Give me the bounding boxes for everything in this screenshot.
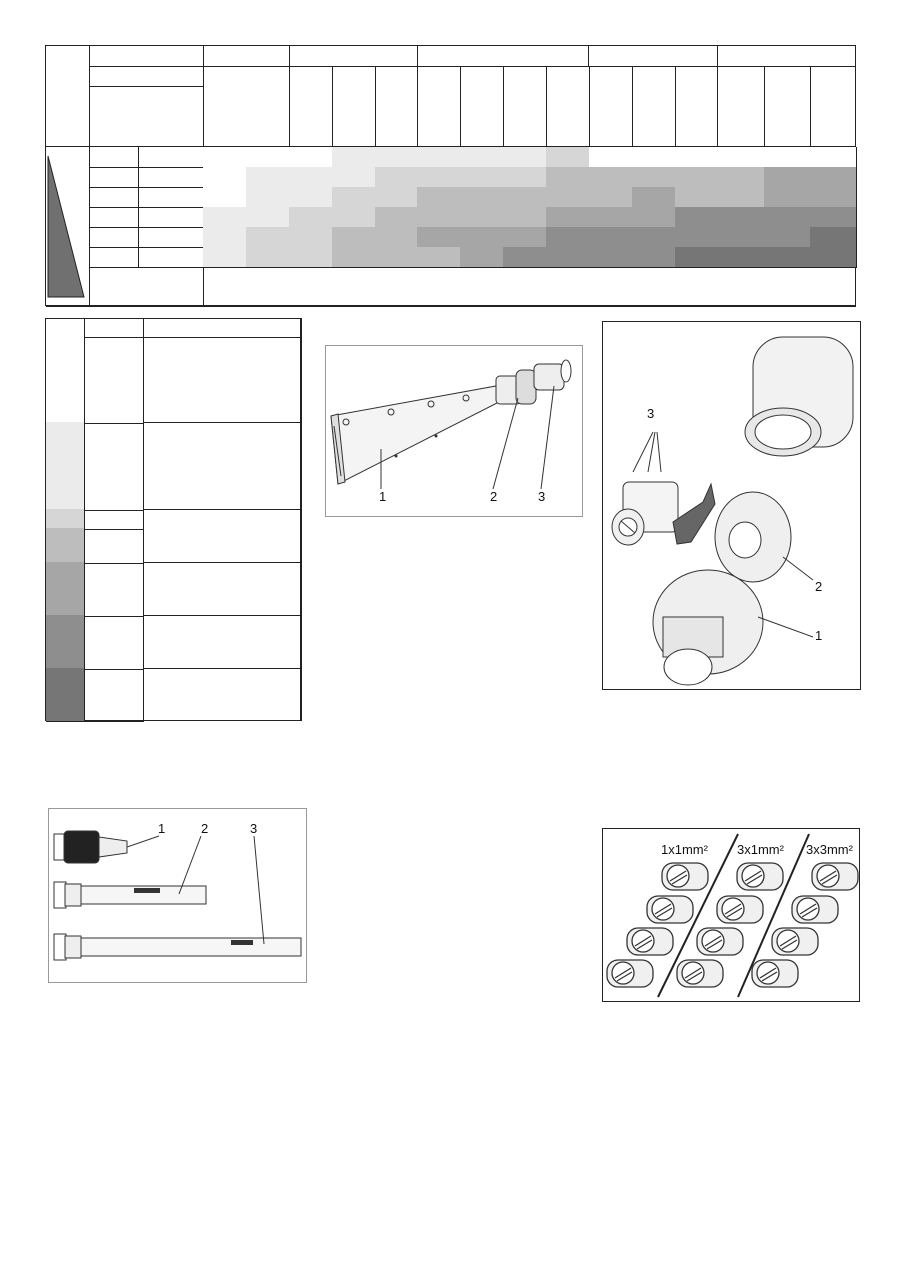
table-cell: [375, 207, 418, 228]
table-cell: [675, 147, 718, 168]
table-cell: [503, 147, 547, 168]
table-cell: [589, 187, 633, 208]
callout-2: 2: [201, 821, 209, 836]
label-1x1mm2: 1x1mm²: [661, 842, 708, 857]
legend-cell: [46, 422, 85, 511]
table-cell: [332, 187, 376, 208]
table-cell: [289, 66, 333, 147]
blade-sensor-figure: [325, 345, 583, 517]
table-cell: [810, 167, 857, 188]
table-cell: [203, 187, 247, 208]
table-cell: [675, 167, 718, 188]
table-cell: [246, 247, 290, 268]
table-cell: [460, 227, 504, 248]
table-cell: [764, 147, 811, 168]
table-cell: [546, 167, 590, 188]
table-cell: [589, 167, 633, 188]
table-cell: [89, 86, 204, 147]
table-cell: [460, 167, 504, 188]
table-cell: [810, 207, 857, 228]
table-cell: [289, 207, 333, 228]
table-cell: [546, 187, 590, 208]
table-cell: [460, 207, 504, 228]
table-cell: [764, 167, 811, 188]
table-cell: [589, 247, 633, 268]
legend-cell: [84, 562, 144, 617]
legend-cell: [46, 319, 85, 338]
legend-cell: [143, 337, 301, 423]
table-cell: [632, 147, 676, 168]
table-cell: [138, 227, 204, 248]
table-cell: [417, 227, 461, 248]
table-cell: [246, 167, 290, 188]
table-cell: [632, 227, 676, 248]
table-cell: [546, 147, 590, 168]
table-cell: [460, 66, 504, 147]
callout-3: 3: [250, 821, 258, 836]
table-cell: [546, 207, 590, 228]
legend-cell: [84, 422, 144, 511]
table-cell: [203, 66, 290, 147]
table-cell: [717, 66, 765, 147]
callout-1: 1: [815, 628, 823, 643]
table-cell: [417, 187, 461, 208]
table-cell: [810, 147, 857, 168]
callout-1: 1: [379, 489, 387, 504]
table-cell: [632, 167, 676, 188]
table-cell: [203, 147, 247, 168]
gradient-wedge-graphic: [45, 146, 89, 306]
table-cell: [460, 187, 504, 208]
table-cell: [89, 167, 139, 188]
table-cell: [332, 147, 376, 168]
table-cell: [717, 46, 856, 67]
legend-cell: [143, 422, 301, 510]
table-cell: [589, 66, 633, 147]
table-cell: [89, 147, 139, 168]
table-cell: [46, 46, 90, 147]
table-cell: [289, 46, 418, 67]
legend-cell: [84, 615, 144, 670]
table-cell: [632, 247, 676, 268]
table-cell: [375, 247, 418, 268]
table-cell: [246, 147, 290, 168]
table-cell: [332, 167, 376, 188]
table-cell: [717, 227, 765, 248]
table-cell: [717, 147, 765, 168]
table-cell: [89, 46, 204, 67]
table-cell: [203, 247, 247, 268]
table-cell: [632, 207, 676, 228]
table-cell: [289, 167, 333, 188]
table-cell: [503, 167, 547, 188]
connector-assembly-figure: [602, 321, 861, 690]
table-cell: [375, 167, 418, 188]
table-cell: [503, 227, 547, 248]
table-cell: [810, 227, 857, 248]
table-cell: [375, 187, 418, 208]
legend-cell: [84, 528, 144, 564]
sensor-lengths-drawing: [49, 809, 306, 982]
table-cell: [764, 187, 811, 208]
legend-cell: [143, 668, 301, 721]
table-cell: [417, 207, 461, 228]
compatibility-matrix-table: [45, 45, 856, 306]
table-cell: [717, 207, 765, 228]
table-cell: [460, 147, 504, 168]
table-cell: [417, 247, 461, 268]
table-cell: [138, 147, 204, 168]
legend-cell: [46, 509, 85, 530]
callout-2: 2: [815, 579, 823, 594]
table-cell: [810, 187, 857, 208]
table-cell: [332, 247, 376, 268]
table-cell: [375, 227, 418, 248]
table-cell: [138, 167, 204, 188]
table-cell: [675, 247, 718, 268]
table-cell: [203, 267, 856, 307]
table-cell: [332, 66, 376, 147]
legend-cell: [84, 668, 144, 722]
legend-cell: [84, 319, 144, 338]
table-cell: [417, 147, 461, 168]
table-cell: [138, 207, 204, 228]
legend-cell: [46, 668, 85, 722]
label-3x3mm2: 3x3mm²: [806, 842, 853, 857]
table-cell: [503, 66, 547, 147]
table-cell: [89, 247, 139, 268]
table-cell: [675, 227, 718, 248]
table-cell: [764, 207, 811, 228]
legend-cell: [46, 528, 85, 564]
table-cell: [589, 227, 633, 248]
table-cell: [675, 187, 718, 208]
table-cell: [717, 247, 765, 268]
table-cell: [632, 66, 676, 147]
table-cell: [589, 46, 718, 67]
table-cell: [203, 207, 247, 228]
legend-cell: [46, 615, 85, 670]
table-cell: [203, 167, 247, 188]
table-cell: [89, 267, 204, 307]
callout-1: 1: [158, 821, 166, 836]
table-cell: [289, 247, 333, 268]
table-cell: [460, 247, 504, 268]
legend-cell: [143, 319, 301, 338]
table-cell: [203, 227, 247, 248]
sensor-lengths-figure: [48, 808, 307, 983]
table-cell: [138, 247, 204, 268]
table-cell: [332, 207, 376, 228]
table-cell: [289, 187, 333, 208]
table-cell: [810, 247, 857, 268]
table-cell: [332, 227, 376, 248]
table-cell: [589, 207, 633, 228]
table-cell: [503, 187, 547, 208]
table-cell: [717, 167, 765, 188]
table-cell: [675, 66, 718, 147]
table-cell: [246, 207, 290, 228]
table-cell: [717, 187, 765, 208]
table-cell: [810, 66, 856, 147]
table-cell: [375, 66, 418, 147]
table-cell: [89, 207, 139, 228]
legend-cell: [143, 562, 301, 616]
legend-cell: [84, 509, 144, 530]
table-cell: [546, 247, 590, 268]
legend-cell: [46, 562, 85, 617]
shade-legend-table: [45, 318, 302, 721]
table-cell: [589, 147, 633, 168]
legend-cell: [84, 337, 144, 424]
table-cell: [764, 227, 811, 248]
table-cell: [675, 207, 718, 228]
table-cell: [289, 147, 333, 168]
callout-2: 2: [490, 489, 498, 504]
legend-cell: [46, 337, 85, 424]
table-cell: [417, 66, 461, 147]
table-cell: [246, 227, 290, 248]
table-cell: [546, 227, 590, 248]
table-cell: [546, 66, 590, 147]
table-cell: [764, 247, 811, 268]
legend-cell: [143, 509, 301, 563]
table-cell: [503, 207, 547, 228]
table-cell: [289, 227, 333, 248]
table-cell: [764, 66, 811, 147]
table-cell: [203, 46, 290, 67]
terminal-inserts-figure: [602, 828, 860, 1002]
table-cell: [417, 167, 461, 188]
table-cell: [138, 187, 204, 208]
table-cell: [89, 66, 204, 87]
table-cell: [246, 187, 290, 208]
table-cell: [375, 147, 418, 168]
callout-3: 3: [538, 489, 546, 504]
table-cell: [417, 46, 589, 67]
table-cell: [632, 187, 676, 208]
table-cell: [89, 227, 139, 248]
table-cell: [89, 187, 139, 208]
table-cell: [503, 247, 547, 268]
legend-cell: [143, 615, 301, 669]
label-3x1mm2: 3x1mm²: [737, 842, 784, 857]
callout-3: 3: [647, 406, 655, 421]
